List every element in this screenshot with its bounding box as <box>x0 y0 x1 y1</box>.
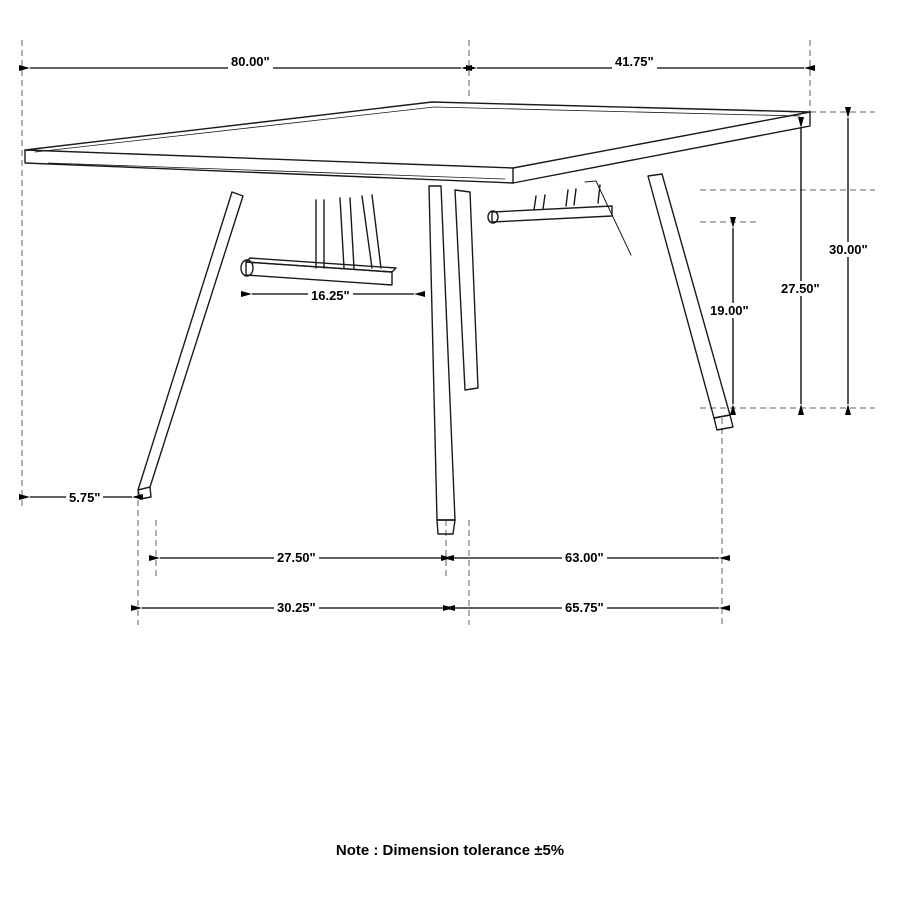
dimension-label-leg-span-left: 27.50" <box>274 550 319 565</box>
dimension-label-top-right-width: 41.75" <box>612 54 657 69</box>
dimension-label-overall-height: 30.00" <box>826 242 871 257</box>
leg-right <box>648 174 730 418</box>
table-outline <box>25 102 810 534</box>
leg-center <box>429 186 455 520</box>
tolerance-note: Note : Dimension tolerance ±5% <box>335 842 565 859</box>
dimension-label-stretcher-length: 16.25" <box>308 288 353 303</box>
dimension-label-stretcher-height: 19.00" <box>707 303 752 318</box>
dimension-label-top-height: 27.50" <box>778 281 823 296</box>
extension-lines <box>22 40 875 625</box>
dimension-label-foot-span-right: 65.75" <box>562 600 607 615</box>
leg-inner-back <box>455 190 478 390</box>
dimension-lines <box>30 68 848 608</box>
dimension-label-top-left-width: 80.00" <box>228 54 273 69</box>
leg-left-front <box>138 192 243 490</box>
leg-right-rear <box>585 181 631 255</box>
dimension-label-foot-span-left: 30.25" <box>274 600 319 615</box>
spindle-3 <box>362 196 372 268</box>
stretcher-right <box>492 206 612 222</box>
table-top-surface <box>25 102 810 168</box>
stretcher-right-cap <box>488 211 498 223</box>
dimension-label-leg-span-right: 63.00" <box>562 550 607 565</box>
dimension-label-left-foot-offset: 5.75" <box>66 490 103 505</box>
spindle-2 <box>340 198 344 268</box>
stretcher-front <box>246 262 392 285</box>
